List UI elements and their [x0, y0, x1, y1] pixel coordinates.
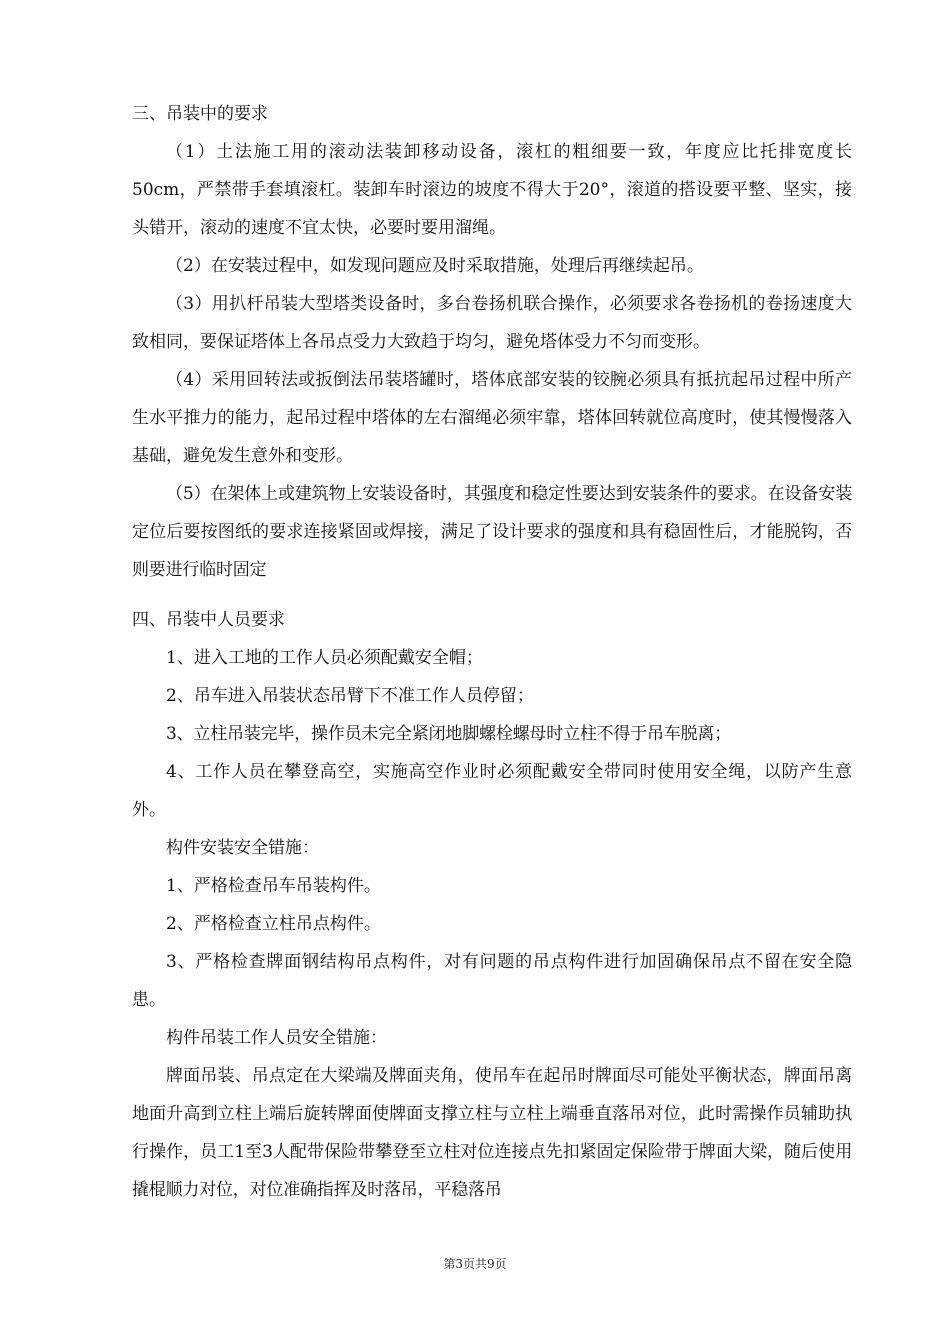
paragraph-1: （1）土法施工用的滚动法装卸移动设备，滚杠的粗细要一致，年度应比托排宽度长50cm，严禁带手套填滚杠。装卸车时滚边的坡度不得大于20°，滚道的搭设要平整、坚实，接头错开，滚动的速度不宜太快，必要时要用溜绳。 — [132, 142, 852, 238]
list-item: 3、严格检查牌面钢结构吊点构件，对有问题的吊点构件进行加固确保吊点不留在安全隐患。 — [132, 952, 852, 1010]
list-item: 4、工作人员在攀登高空，实施高空作业时必须配戴安全带同时使用安全绳，以防产生意外。 — [132, 762, 852, 820]
paragraph-5: （5）在架体上或建筑物上安装设备时，其强度和稳定性要达到安装条件的要求。在设备安装定位后要按图纸的要求连接紧固或焊接，满足了设计要求的强度和具有稳固性后，才能脱钩，否则要进行临时固定 — [132, 484, 852, 580]
paragraph-2: （2）在安装过程中，如发现问题应及时采取措施，处理后再继续起吊。 — [166, 256, 704, 276]
section-spacer — [132, 589, 852, 601]
list-item: 2、吊车进入吊装状态吊臂下不准工作人员停留； — [166, 686, 534, 706]
paragraph-3: （3）用扒杆吊装大型塔类设备时，多台卷扬机联合操作，必须要求各卷扬机的卷扬速度大致相同，要保证塔体上各吊点受力大致趋于均匀，避免塔体受力不匀而变形。 — [132, 294, 852, 352]
list-item: 2、严格检查立柱吊点构件。 — [166, 914, 381, 934]
paragraph-4: （4）采用回转法或扳倒法吊装塔罐时，塔体底部安装的铰腕必须具有抵抗起吊过程中所产生水平推力的能力，起吊过程中塔体的左右溜绳必须牢靠，塔体回转就位高度时，使其慢慢落入基础，避免发生意外和变形。 — [132, 370, 852, 466]
document-body — [132, 95, 852, 1209]
page-number-footer: 第3页共9页 — [443, 1257, 507, 1271]
list-item: 3、立柱吊装完毕，操作员未完全紧闭地脚螺栓螺母时立柱不得于吊车脱离； — [166, 724, 732, 744]
section-heading-personnel-requirements: 四、吊装中人员要求 — [132, 610, 285, 630]
section-heading-lifting-requirements: 三、吊装中的要求 — [132, 104, 268, 124]
paragraph-lifting-staff: 牌面吊装、吊点定在大梁端及牌面夹角，使吊车在起吊时牌面尽可能处平衡状态，牌面吊离地面升高到立柱上端后旋转牌面使牌面支撑立柱与立柱上端垂直落吊对位，此时需操作员辅助执行操作，员工1至3人配带保险带攀登至立柱对位连接点先扣紧固定保险带于牌面大梁，随后使用撬棍顺力对位，对位准确指挥及时落吊，平稳落吊 — [132, 1066, 852, 1200]
subheading-lifting-staff: 构件吊装工作人员安全错施： — [166, 1028, 387, 1048]
list-item: 1、严格检查吊车吊装构件。 — [166, 876, 381, 896]
list-item: 1、进入工地的工作人员必须配戴安全帽； — [166, 648, 483, 668]
subheading-component-install: 构件安装安全错施： — [166, 838, 319, 858]
